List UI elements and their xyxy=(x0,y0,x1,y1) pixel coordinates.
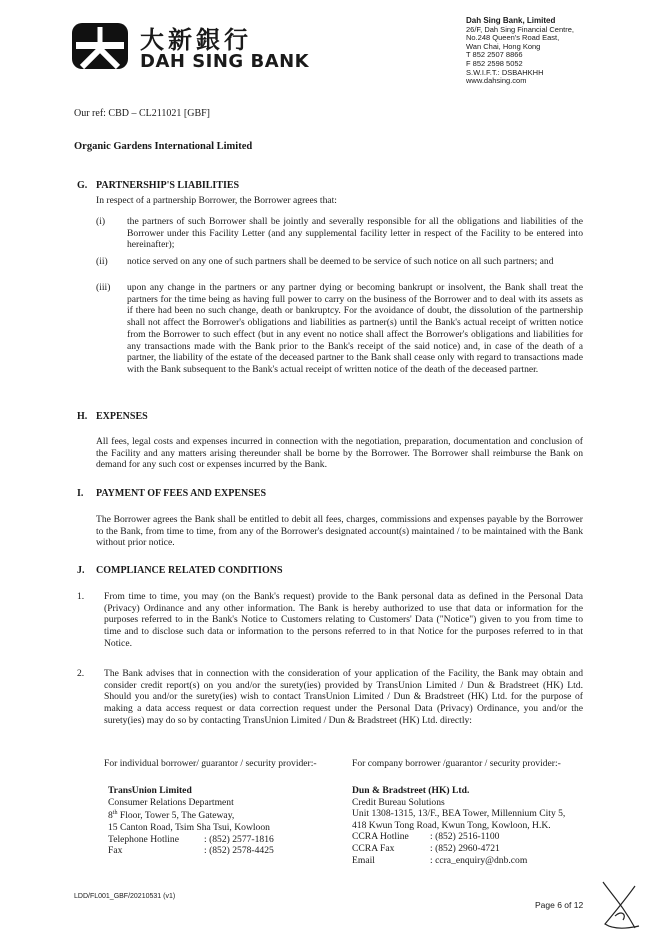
address-line: T 852 2507 8866 xyxy=(466,50,523,60)
tel-value: : (852) 2577-1816 xyxy=(204,833,274,845)
floor-number: 8 xyxy=(108,810,113,822)
dah-sing-logo-icon xyxy=(72,23,128,69)
fax-value: : (852) 2960-4721 xyxy=(430,842,500,854)
section-i-text: The Borrower agrees the Bank shall be entitled to debit all fees, charges, commissions and expenses payable by the Borrower to the Bank, from time to time, from any of the Borrower's designated account(s) maintained / to be maintained with the Bank without prior notice. xyxy=(96,514,583,549)
address-line: www.dahsing.com xyxy=(466,76,527,86)
address-line: No.248 Queen's Road East, xyxy=(466,33,560,43)
floor-suffix: th xyxy=(112,810,118,817)
section-h-letter: H. xyxy=(77,411,88,422)
document-code: LDD/FL001_GBF/20210531 (v1) xyxy=(74,893,176,900)
transunion-address-line2: 15 Canton Road, Tsim Sha Tsui, Kowloon xyxy=(108,821,270,833)
address-line: 26/F, Dah Sing Financial Centre, xyxy=(466,24,574,34)
section-g-intro: In respect of a partnership Borrower, the Borrower agrees that: xyxy=(96,195,337,206)
fax-label: Fax xyxy=(108,845,123,857)
section-h-text: All fees, legal costs and expenses incurred in connection with the negotiation, preparation, documentation and conclusion of the Facility and any matters arising thereunder shall be borne by the Borrower. The Borrower shall reimburse the Bank on demand for any such cost or expenses incurred by the Bank. xyxy=(96,436,583,471)
fax-value: : (852) 2578-4425 xyxy=(204,845,274,857)
floor-rest: Floor, Tower 5, The Gateway, xyxy=(117,810,235,822)
section-g-letter: G. xyxy=(77,180,88,191)
dnb-name: Dun & Bradstreet (HK) Ltd. xyxy=(352,785,470,796)
bank-address-block xyxy=(466,17,574,86)
transunion-address-line1 xyxy=(108,808,348,822)
section-h-title: EXPENSES xyxy=(96,411,148,422)
transunion-dept: Consumer Relations Department xyxy=(108,796,234,808)
company-name: Organic Gardens International Limited xyxy=(74,141,253,152)
list-item-number: (i) xyxy=(96,216,106,227)
dnb-fax-row xyxy=(352,843,602,855)
transunion-name: TransUnion Limited xyxy=(108,785,192,796)
email-label: Email xyxy=(352,854,375,866)
transunion-contact-block xyxy=(108,785,348,857)
list-item-text: upon any change in the partners or any partner dying or becoming bankrupt or insolvent, the Bank shall treat the partners for the time being as having full power to carry on the business of the Borrower and to deal with its assets as if there had been no such change, death or bankruptcy. For the avoidance of doubt, the dissolution of the partnership shall not affect the Borrower's obligations and liabilities as partner(s) until the Bank's actual receipt of written notice from the Borrower to such effect (but in any event no notice shall affect the Borrower's obligations and liabilities for any transactions made with the Bank prior to the Bank's receipt of the said notice) and, in case of the death of a partner, the liability of the estate of the deceased partner to the Bank shall cease only with regard to transactions made with the Bank subsequent to the Bank's actual receipt of written notice of the death of the deceased partner. xyxy=(127,282,583,375)
signature-icon xyxy=(595,876,645,936)
tel-value: : (852) 2516-1100 xyxy=(430,831,500,843)
section-j-title: COMPLIANCE RELATED CONDITIONS xyxy=(96,565,283,576)
section-j-letter: J. xyxy=(77,565,85,576)
tel-label: Telephone Hotline xyxy=(108,833,179,845)
list-item-number: 1. xyxy=(77,591,85,602)
dnb-address-line2: 418 Kwun Tong Road, Kwun Tong, Kowloon, H.K. xyxy=(352,819,551,831)
section-i-letter: I. xyxy=(77,488,84,499)
company-heading: For company borrower /guarantor / security provider:- xyxy=(352,758,561,769)
our-reference: Our ref: CBD – CL211021 [GBF] xyxy=(74,108,211,119)
tel-label: CCRA Hotline xyxy=(352,831,409,843)
list-item-text: From time to time, you may (on the Bank's request) provide to the Bank personal data as defined in the Personal Data (Privacy) Ordinance and any other information. The Bank is hereby authorized to use that data or information for the purposes referred to in the Bank's Notice to Customers relating to Customers' Data ("Notice") given to you from time to time and to disclose such data or information to the persons referred to in that Notice for the purposes referred to in that Notice. xyxy=(104,591,583,649)
fax-label: CCRA Fax xyxy=(352,842,395,854)
transunion-tel-row xyxy=(108,834,348,846)
address-line: S.W.I.F.T.: DSBAHKHH xyxy=(466,67,544,77)
section-i-title: PAYMENT OF FEES AND EXPENSES xyxy=(96,488,267,499)
address-line: Wan Chai, Hong Kong xyxy=(466,41,541,51)
address-line: F 852 2598 5052 xyxy=(466,58,523,68)
list-item-number: (iii) xyxy=(96,282,111,293)
page-number: Page 6 of 12 xyxy=(535,900,584,910)
dnb-address-line1: Unit 1308-1315, 13/F., BEA Tower, Millennium City 5, xyxy=(352,808,566,820)
dnb-email-row xyxy=(352,855,602,867)
dnb-contact-block xyxy=(352,785,602,866)
bank-name-chinese: 大新銀行 xyxy=(140,26,252,54)
bank-name-english: DAH SING BANK xyxy=(140,51,310,72)
dnb-dept: Credit Bureau Solutions xyxy=(352,796,445,808)
section-g-title: PARTNERSHIP'S LIABILITIES xyxy=(96,180,240,191)
list-item-text: the partners of such Borrower shall be jointly and severally responsible for all the obligations and liabilities of the Borrower under this Facility Letter (and any supplemental facility letter in respect of the Facility to be entered into hereinafter); xyxy=(127,216,583,251)
list-item-number: (ii) xyxy=(96,256,108,267)
list-item-text: The Bank advises that in connection with the consideration of your application of the Facility, the Bank may obtain and consider credit report(s) on you and/or the surety(ies) provided by TransUnion Limited / Dun & Bradstreet (HK) Ltd. Should you and/or the surety(ies) wish to contact TransUnion Limited / Dun & Bradstreet (HK) Ltd. for the purpose of making a data access request or data correction request under the Personal Data (Privacy) Ordinance, you and/or the surety(ies) may do so by contacting TransUnion Limited / Dun & Bradstreet (HK) Ltd. directly: xyxy=(104,668,583,726)
email-value: : ccra_enquiry@dnb.com xyxy=(430,854,528,866)
list-item-text: notice served on any one of such partners shall be deemed to be service of such notice on all such partners; and xyxy=(127,256,554,267)
dnb-tel-row xyxy=(352,831,602,843)
list-item-number: 2. xyxy=(77,668,85,679)
individual-heading: For individual borrower/ guarantor / security provider:- xyxy=(104,758,317,769)
address-line: Dah Sing Bank, Limited xyxy=(466,16,556,25)
transunion-fax-row xyxy=(108,845,348,857)
